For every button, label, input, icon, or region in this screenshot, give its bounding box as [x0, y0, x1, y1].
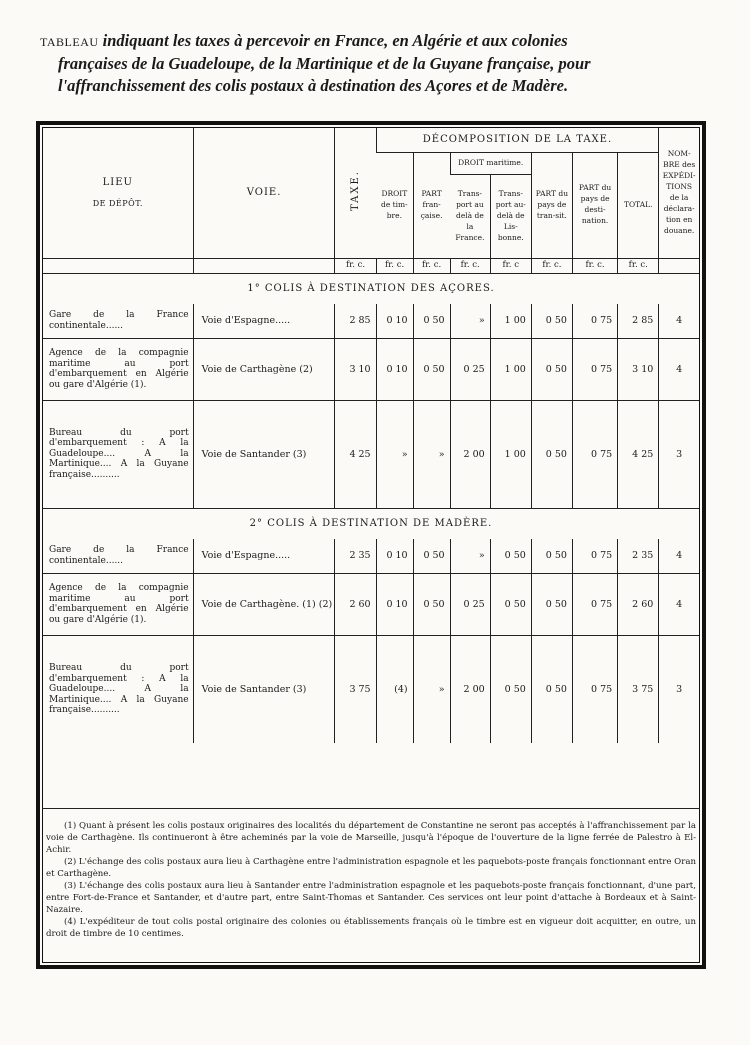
nombre-cell: 3	[659, 635, 699, 743]
footnote: (4) L'expéditeur de tout colis postal originaire des colonies ou établissements français où le timbre est en vigueur doit acquitter, en outre, un droit de timbre de 10 centimes.	[46, 917, 696, 939]
taxe-cell: 2 85	[335, 304, 376, 339]
total-cell: 2 60	[618, 573, 659, 635]
footnote: (1) Quant à présent les colis postaux originaires des localités du département de Constantine ne seront pas acceptés à l'affranchissement par la voie de Carthagène. Ils continueront à être acheminés par la voie de Marseille, jusqu'à l'époque de l'ouverture de la ligne ferrée de Palestro à El-Achir.	[46, 821, 696, 855]
francaise-cell: 0 50	[413, 539, 450, 574]
section-title-madere: 2° COLIS À DESTINATION DE MADÈRE.	[43, 508, 699, 539]
dela-cell: 0 25	[450, 338, 490, 400]
taxe-cell: 2 60	[335, 573, 376, 635]
nombre-cell: 4	[659, 304, 699, 339]
destination-cell: 0 75	[572, 338, 617, 400]
title-line-2: françaises de la Guadeloupe, de la Martinique et de la Guyane française, pour	[58, 54, 591, 73]
timbre-cell: 0 10	[376, 573, 413, 635]
transit-cell: 0 50	[531, 338, 572, 400]
unit-cell: fr. c.	[376, 258, 413, 273]
unit-cell: fr. c	[490, 258, 531, 273]
lisbonne-cell: 1 00	[490, 304, 531, 339]
nombre-cell: 4	[659, 338, 699, 400]
tax-table	[43, 128, 699, 743]
taxe-cell: 2 35	[335, 539, 376, 574]
destination-cell: 0 75	[572, 573, 617, 635]
francaise-cell: 0 50	[413, 573, 450, 635]
header-voie: VOIE.	[193, 128, 335, 258]
transit-cell: 0 50	[531, 304, 572, 339]
voie-cell: Voie de Santander (3)	[193, 400, 335, 508]
total-cell: 3 10	[618, 338, 659, 400]
section-title-acores: 1° COLIS À DESTINATION DES AÇORES.	[247, 283, 495, 294]
nombre-cell: 4	[659, 539, 699, 574]
lieu-cell: Gare de la France continentale......	[49, 545, 189, 566]
dela-cell: 2 00	[450, 400, 490, 508]
unit-cell: fr. c.	[413, 258, 450, 273]
table-row	[43, 400, 699, 508]
lieu-cell: Bureau du port d'embarquement : A la Guadeloupe.... A la Martinique.... A la Guyane française..........	[43, 400, 193, 508]
header-droit-maritime: DROIT maritime.	[450, 152, 531, 174]
unit-cell: fr. c.	[450, 258, 490, 273]
taxe-cell: 3 10	[335, 338, 376, 400]
voie-cell: Voie d'Espagne.....	[193, 539, 335, 574]
nombre-cell: 4	[659, 573, 699, 635]
timbre-cell: 0 10	[376, 539, 413, 574]
destination-cell: 0 75	[572, 539, 617, 574]
footnotes	[46, 820, 696, 940]
timbre-cell: »	[376, 400, 413, 508]
destination-cell: 0 75	[572, 635, 617, 743]
title-lead: TABLEAU	[40, 35, 99, 49]
total-cell: 2 85	[618, 304, 659, 339]
table-row	[43, 539, 699, 574]
lieu-cell: Agence de la compagnie maritime au port d'embarquement en Algérie ou gare d'Algérie (1).	[43, 573, 193, 635]
lisbonne-cell: 0 50	[490, 635, 531, 743]
timbre-cell: (4)	[376, 635, 413, 743]
unit-cell: fr. c.	[618, 258, 659, 273]
lisbonne-cell: 0 50	[490, 573, 531, 635]
voie-cell: Voie d'Espagne.....	[193, 304, 335, 339]
lisbonne-cell: 1 00	[490, 338, 531, 400]
table-row	[43, 304, 699, 339]
table-row	[43, 573, 699, 635]
title-line-3: l'affranchissement des colis postaux à destination des Açores et de Madère.	[58, 76, 569, 95]
units-row	[43, 258, 699, 273]
transit-cell: 0 50	[531, 400, 572, 508]
taxe-cell: 4 25	[335, 400, 376, 508]
francaise-cell: 0 50	[413, 304, 450, 339]
header-transport-lisbonne: Trans-port au-delà de Lis-bonne.	[490, 174, 531, 258]
footnote: (3) L'échange des colis postaux aura lieu à Santander entre l'administration espagnole et les paquebots-poste français fonctionnant, d'une part, entre Fort-de-France et Santander, et d'autre part, entre Saint-Thomas et Santander. Ces services ont leur point d'attache à Bordeaux et à Saint-Nazaire.	[46, 881, 696, 915]
header-decomposition: DÉCOMPOSITION DE LA TAXE.	[376, 128, 659, 152]
header-part-francaise: PART fran-çaise.	[413, 152, 450, 258]
dela-cell: 0 25	[450, 573, 490, 635]
header-total: TOTAL.	[618, 152, 659, 258]
timbre-cell: 0 10	[376, 338, 413, 400]
table-row	[43, 635, 699, 743]
footnote: (2) L'échange des colis postaux aura lieu à Carthagène entre l'administration espagnole et les paquebots-poste français fonctionnant entre Oran et Carthagène.	[46, 857, 696, 879]
title-line-1: TABLEAU indiquant les taxes à percevoir en France, en Algérie et aux colonies	[40, 31, 568, 50]
header-nombre: NOM-BRE des EXPÉDI-TIONS de la déclara-tion en douane.	[659, 128, 699, 258]
voie-cell: Voie de Santander (3)	[193, 635, 335, 743]
francaise-cell: »	[413, 635, 450, 743]
lieu-cell: Agence de la compagnie maritime au port d'embarquement en Algérie ou gare d'Algérie (1).	[43, 338, 193, 400]
header-part-destination: PART du pays de desti-nation.	[572, 152, 617, 258]
lieu-cell: Bureau du port d'embarquement : A la Guadeloupe.... A la Martinique.... A la Guyane française..........	[43, 635, 193, 743]
francaise-cell: »	[413, 400, 450, 508]
header-transport-dela: Trans-port au delà de la France.	[450, 174, 490, 258]
francaise-cell: 0 50	[413, 338, 450, 400]
header-lieu: LIEU DE DÉPÔT.	[43, 128, 193, 258]
transit-cell: 0 50	[531, 539, 572, 574]
table-row	[43, 338, 699, 400]
voie-cell: Voie de Carthagène (2)	[193, 338, 335, 400]
taxe-cell: 3 75	[335, 635, 376, 743]
transit-cell: 0 50	[531, 635, 572, 743]
lieu-cell: Gare de la France continentale......	[49, 310, 189, 331]
lisbonne-cell: 0 50	[490, 539, 531, 574]
total-cell: 3 75	[618, 635, 659, 743]
document-title	[40, 30, 720, 97]
notes-divider	[42, 808, 700, 809]
header-part-transit: PART du pays de tran-sit.	[531, 152, 572, 258]
destination-cell: 0 75	[572, 400, 617, 508]
unit-cell: fr. c.	[572, 258, 617, 273]
total-cell: 2 35	[618, 539, 659, 574]
dela-cell: »	[450, 539, 490, 574]
dela-cell: 2 00	[450, 635, 490, 743]
lisbonne-cell: 1 00	[490, 400, 531, 508]
unit-cell: fr. c.	[531, 258, 572, 273]
timbre-cell: 0 10	[376, 304, 413, 339]
transit-cell: 0 50	[531, 573, 572, 635]
total-cell: 4 25	[618, 400, 659, 508]
dela-cell: »	[450, 304, 490, 339]
nombre-cell: 3	[659, 400, 699, 508]
unit-cell: fr. c.	[335, 258, 376, 273]
voie-cell: Voie de Carthagène. (1) (2)	[193, 573, 335, 635]
header-droit-timbre: DROIT de tim-bre.	[376, 152, 413, 258]
header-taxe: TAXE.	[335, 128, 376, 258]
destination-cell: 0 75	[572, 304, 617, 339]
